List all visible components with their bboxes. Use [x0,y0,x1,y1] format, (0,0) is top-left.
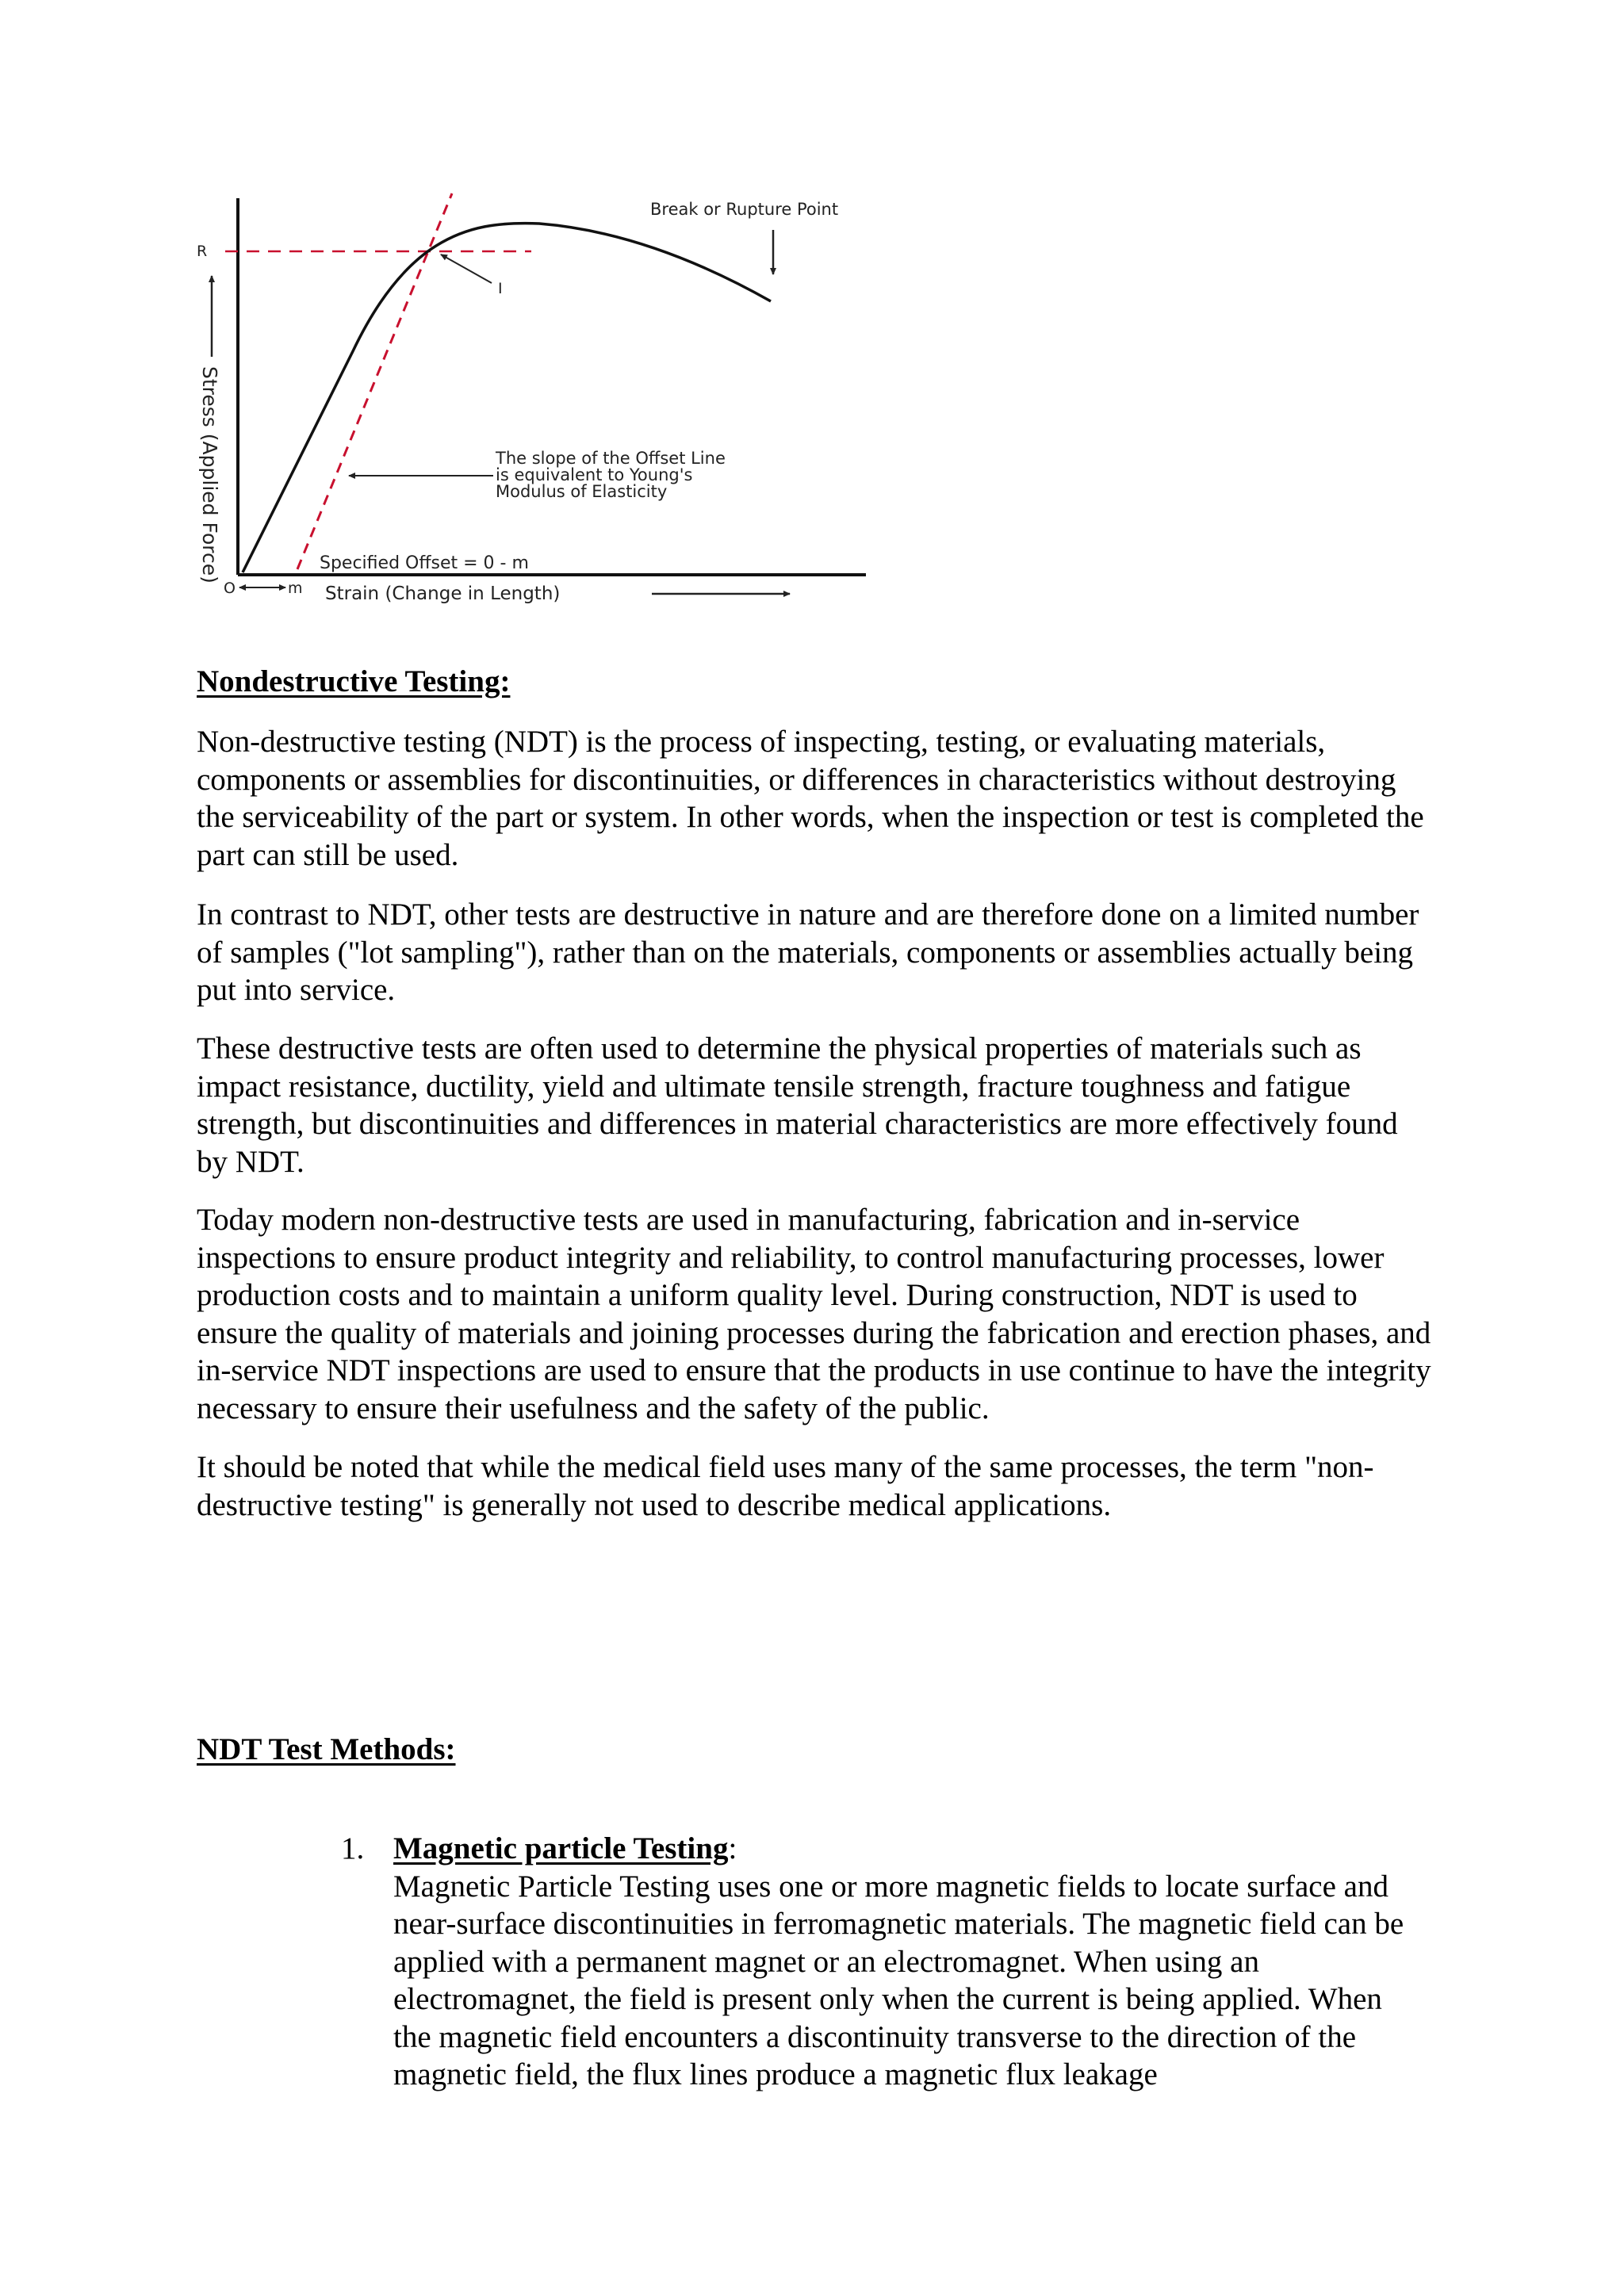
label-o: O [224,580,236,597]
method-title: Magnetic particle Testing [393,1831,729,1866]
stress-strain-diagram [174,174,888,618]
list-item-number: 1. [341,1831,365,1866]
label-r: R [197,243,208,260]
method-description: Magnetic Particle Testing uses one or more magnetic fields to locate surface and near-surface discontinuities in ferromagnetic materials. The magnetic field can be applied with a permanent magnet or an electromagnet. When using an electromagnet, the field is present only when the current is being applied. When the magnetic field encounters a discontinuity transverse to the direction of the magnetic field, the flux lines produce a magnetic flux leakage [393,1869,1404,2091]
paragraph-destructive-contrast: In contrast to NDT, other tests are destructive in nature and are therefore done on a limited number of samples ("lot sampling"), rather than on the materials, components or assemblies actually being put into service. [197,897,1419,1007]
methods-list [341,1830,1427,2094]
paragraph-destructive-uses: These destructive tests are often used to determine the physical properties of materials such as impact resistance, ductility, yield and ultimate tensile strength, fracture toughness and fatigue strength, but discontinuities and differences in material characteristics are more effectively found by NDT. [197,1031,1398,1179]
stress-strain-curve [243,224,771,572]
section-heading-ndt-test-methods: NDT Test Methods: [197,1732,456,1766]
label-i: I [498,280,503,297]
paragraph-medical-note: It should be noted that while the medical field uses many of the same processes, the term "non-destructive testing" is generally not used to describe medical applications. [197,1450,1374,1522]
label-slope-note-line1: The slope of the Offset Line [496,449,726,468]
label-offset: Specified Offset = 0 - m [320,553,529,573]
label-m: m [288,580,303,597]
intersection-arrow [441,254,492,283]
label-slope-note-line3: Modulus of Elasticity [496,482,668,501]
list-item [341,1830,1427,2094]
label-stress: Stress (Applied Force) [198,366,221,584]
label-strain: Strain (Change in Length) [325,584,561,604]
label-break-point: Break or Rupture Point [650,200,839,219]
label-slope-note-line2: is equivalent to Young's [496,465,693,484]
paragraph-modern-ndt: Today modern non-destructive tests are used in manufacturing, fabrication and in-service inspections to ensure product integrity and reliability, to control manufacturing processes, lower production costs and to maintain a uniform quality level. During construction, NDT is used to ensure the quality of materials and joining processes during the fabrication and erection phases, and in-service NDT inspections are used to ensure that the products in use continue to have the integrity necessary to ensure their usefulness and the safety of the public. [197,1203,1431,1425]
paragraph-ndt-definition: Non-destructive testing (NDT) is the process of inspecting, testing, or evaluating materials, components or assemblies for discontinuities, or differences in characteristics without destroying the serviceability of the part or system. In other words, when the inspection or test is completed the part can still be used. [197,725,1424,872]
section-heading-nondestructive-testing: Nondestructive Testing: [197,664,511,698]
method-title-suffix: : [728,1831,737,1866]
